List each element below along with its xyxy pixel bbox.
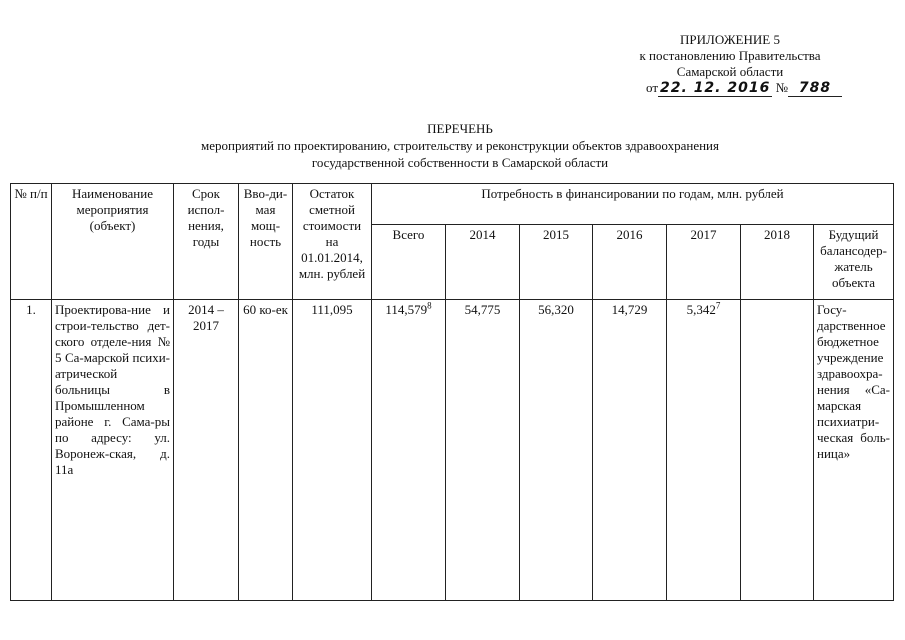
cell-holder: Госу-дарственное бюджетное учреждение здравоохра-нения «Са-марская психиатри-ческая боль-ница» xyxy=(814,300,894,601)
cell-num: 1. xyxy=(11,300,52,601)
header-holder: Будущий балансодер-жатель объекта xyxy=(814,225,894,300)
header-total: Всего xyxy=(372,225,446,300)
header-name: Наименование мероприятия (объект) xyxy=(52,184,174,300)
header-2017: 2017 xyxy=(667,225,741,300)
footnote-marker: 7 xyxy=(715,300,721,311)
header-finance: Потребность в финансировании по годам, млн. рублей xyxy=(372,184,894,225)
header-2015: 2015 xyxy=(520,225,593,300)
cell-2017-value: 5,342 xyxy=(686,302,716,317)
header-balance: Остаток сметной стоимости на 01.01.2014, млн. рублей xyxy=(293,184,372,300)
annex-title: ПРИЛОЖЕНИЕ 5 xyxy=(680,32,780,47)
date-prefix: от xyxy=(646,80,659,95)
heading-line-2: государственной собственности в Самарской области xyxy=(311,155,609,170)
handwritten-date: 22. 12. 2016 xyxy=(660,80,771,96)
number-sign: № xyxy=(775,80,788,95)
header-term: Срок испол-нения, годы xyxy=(174,184,239,300)
header-2014: 2014 xyxy=(446,225,520,300)
cell-2018 xyxy=(741,300,814,601)
heading-line-1: мероприятий по проектированию, строительству и реконструкции объектов здравоохранения xyxy=(201,138,719,153)
cell-2015: 56,320 xyxy=(520,300,593,601)
annex-date-line xyxy=(574,80,905,97)
heading-title: ПЕРЕЧЕНЬ xyxy=(427,121,493,136)
cell-balance: 111,095 xyxy=(293,300,372,601)
cell-name: Проектирова-ние и строи-тельство дет-ского отделе-ния № 5 Са-марской психи-атрической больницы в Промышленном районе г. Сама-ры по адресу: ул. Воронеж-ская, д. 11а xyxy=(52,300,174,601)
footnote-marker: 8 xyxy=(427,300,432,311)
cell-capacity: 60 ко-ек xyxy=(239,300,293,601)
document-heading xyxy=(100,120,820,171)
header-2018: 2018 xyxy=(741,225,814,300)
annex-line-2: Самарской области xyxy=(676,64,784,79)
cell-2016: 14,729 xyxy=(593,300,667,601)
header-2016: 2016 xyxy=(593,225,667,300)
measures-table xyxy=(10,183,894,601)
cell-total xyxy=(372,300,446,601)
annex-block xyxy=(560,32,900,97)
cell-term: 2014 – 2017 xyxy=(174,300,239,601)
table-row xyxy=(11,300,894,601)
annex-line-1: к постановлению Правительства xyxy=(639,48,821,63)
header-num: № п/п xyxy=(11,184,52,300)
cell-2017 xyxy=(667,300,741,601)
header-capacity: Вво-ди-мая мощ-ность xyxy=(239,184,293,300)
cell-2014: 54,775 xyxy=(446,300,520,601)
handwritten-number: 788 xyxy=(788,80,842,97)
cell-total-value: 114,579 xyxy=(385,302,428,317)
